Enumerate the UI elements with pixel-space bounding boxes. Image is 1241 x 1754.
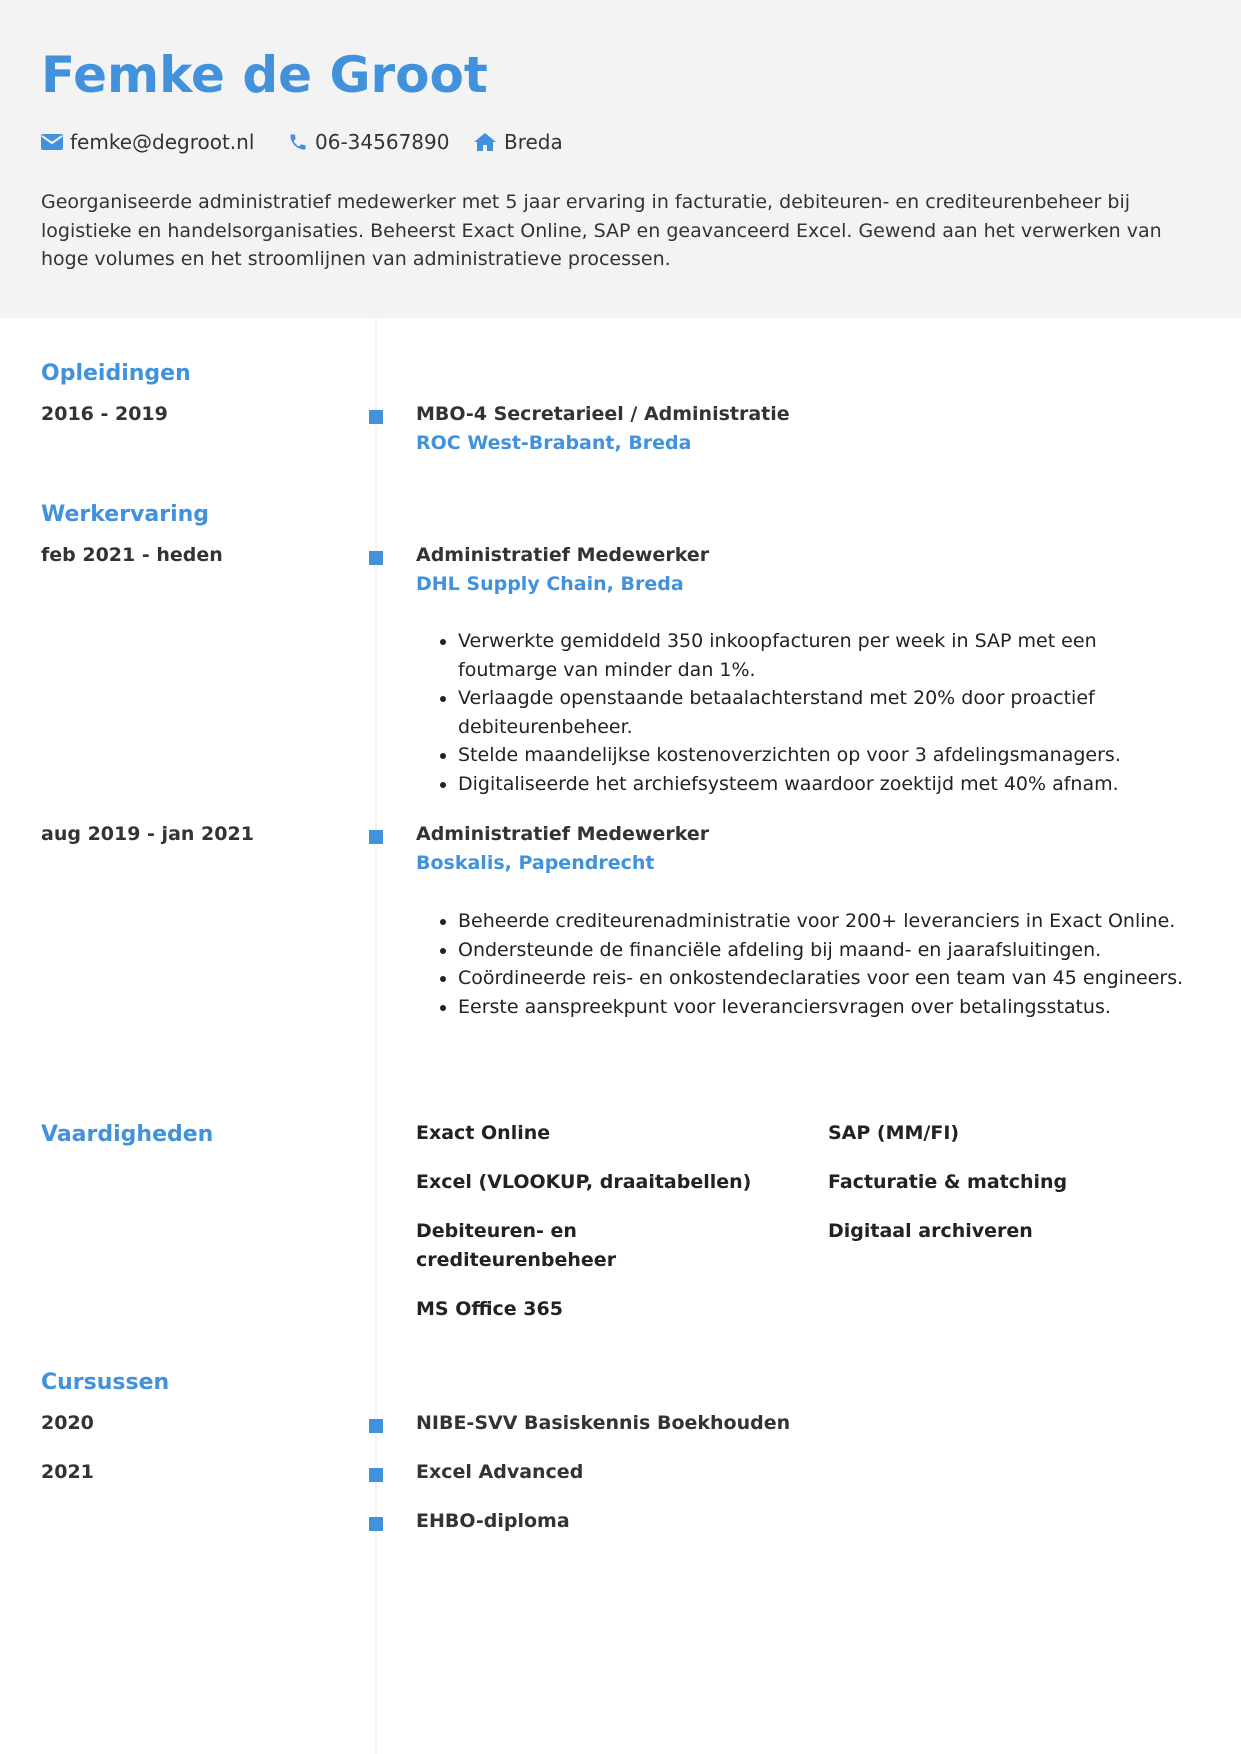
phone-icon [288, 132, 308, 152]
section-title-skills: Vaardigheden [41, 1122, 214, 1147]
job-title: Administratief Medewerker [416, 544, 710, 566]
skill-item: Exact Online [416, 1122, 551, 1144]
course-title: EHBO-diploma [416, 1510, 570, 1532]
section-title-education: Opleidingen [41, 361, 191, 386]
skill-item: Facturatie & matching [828, 1171, 1068, 1193]
course-date: 2020 [41, 1412, 94, 1434]
contact-location [473, 128, 563, 156]
list-item: • Stelde maandelijkse kostenoverzichten op voor 3 afdelingsmanagers. [458, 741, 1196, 770]
contact-phone [288, 128, 449, 156]
list-item: • Coördineerde reis- en onkostendeclaraties voor een team van 45 engineers. [458, 964, 1196, 993]
timeline-marker [369, 1468, 383, 1482]
list-item: • Ondersteunde de financiële afdeling bij maand- en jaarafsluitingen. [458, 936, 1196, 965]
timeline-divider [375, 318, 377, 1754]
education-title: MBO-4 Secretarieel / Administratie [416, 403, 790, 425]
timeline-marker [369, 1419, 383, 1433]
location-text: Breda [504, 130, 563, 154]
phone-text: 06-34567890 [315, 130, 450, 154]
education-date: 2016 - 2019 [41, 403, 168, 425]
section-title-courses: Cursussen [41, 1370, 170, 1395]
email-text: femke@degroot.nl [70, 130, 255, 154]
timeline-marker [369, 410, 383, 424]
course-date: 2021 [41, 1461, 94, 1483]
timeline-marker [369, 1517, 383, 1531]
candidate-name: Femke de Groot [41, 46, 488, 104]
job-bullets [416, 907, 1196, 1021]
contact-email [41, 128, 254, 156]
skill-item: Debiteuren- en crediteurenbeheer [416, 1220, 617, 1271]
education-school: ROC West-Brabant, Breda [416, 432, 692, 454]
skill-item: Excel (VLOOKUP, draaitabellen) [416, 1171, 752, 1193]
job-bullets [416, 627, 1196, 798]
job-company: DHL Supply Chain, Breda [416, 573, 684, 595]
timeline-marker [369, 551, 383, 565]
job-date: aug 2019 - jan 2021 [41, 823, 254, 845]
section-title-experience: Werkervaring [41, 502, 210, 527]
skill-item: SAP (MM/FI) [828, 1122, 960, 1144]
course-title: Excel Advanced [416, 1461, 584, 1483]
skill-item: Digitaal archiveren [828, 1220, 1033, 1242]
job-title: Administratief Medewerker [416, 823, 710, 845]
course-title: NIBE-SVV Basiskennis Boekhouden [416, 1412, 791, 1434]
job-date: feb 2021 - heden [41, 544, 223, 566]
list-item: • Verlaagde openstaande betaalachterstand met 20% door proactief debiteurenbeheer. [458, 684, 1196, 741]
list-item: • Digitaliseerde het archiefsysteem waardoor zoektijd met 40% afnam. [458, 770, 1196, 799]
list-item: • Verwerkte gemiddeld 350 inkoopfacturen per week in SAP met een foutmarge van minder dan 1%. [458, 627, 1196, 684]
job-company: Boskalis, Papendrecht [416, 852, 655, 874]
envelope-icon [41, 134, 63, 150]
skill-item: MS Office 365 [416, 1298, 563, 1320]
list-item: • Eerste aanspreekpunt voor leveranciersvragen over betalingsstatus. [458, 993, 1196, 1022]
home-icon [473, 132, 497, 152]
profile-summary: Georganiseerde administratief medewerker met 5 jaar ervaring in facturatie, debiteuren- en crediteurenbeheer bij logistieke en handelsorganisaties. Beheerst Exact Online, SAP en geavanceerd Excel. Gewend aan het verwerken van hoge volumes en het stroomlijnen van administratieve processen. [41, 191, 1162, 270]
list-item: • Beheerde crediteurenadministratie voor 200+ leveranciers in Exact Online. [458, 907, 1196, 936]
timeline-marker [369, 830, 383, 844]
